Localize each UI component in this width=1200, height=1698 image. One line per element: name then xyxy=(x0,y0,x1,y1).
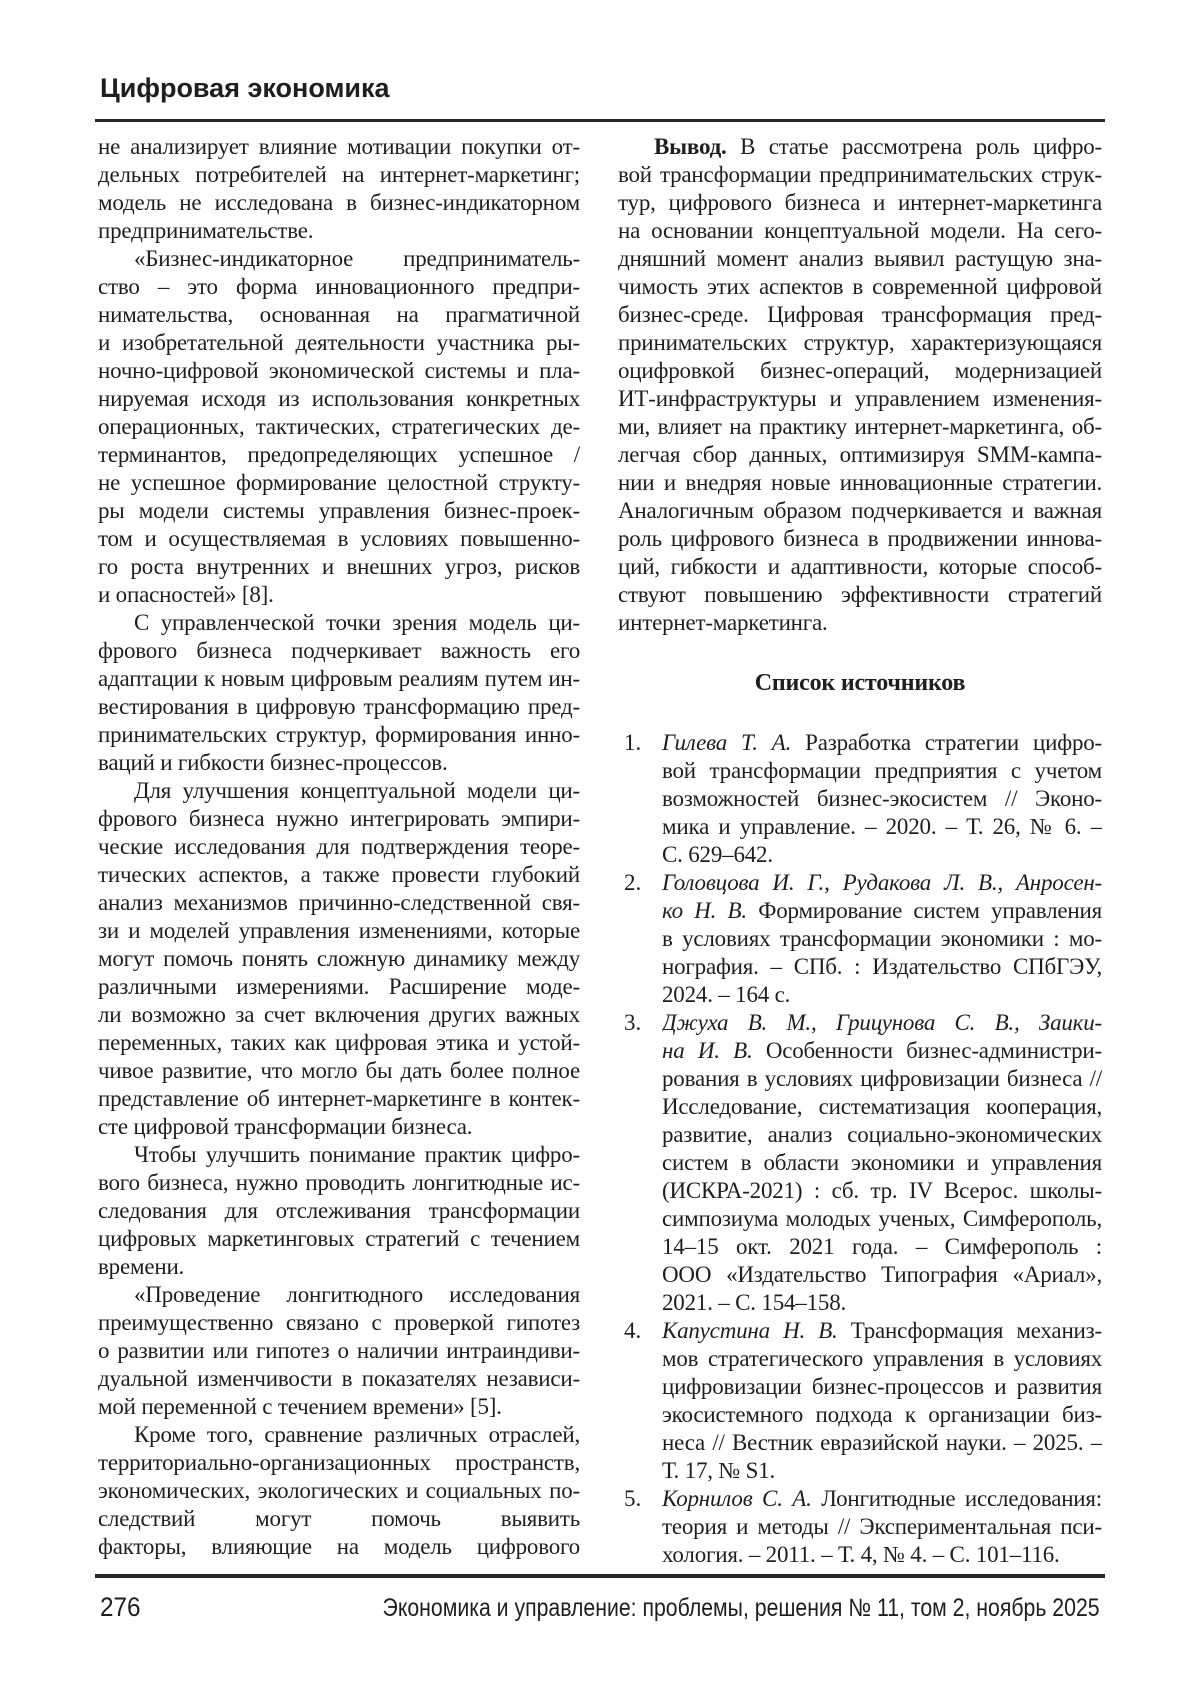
text-line: на И. В. Особенности бизнес-администри- xyxy=(662,1038,1102,1063)
text-line: нируемая исходя из использования конкретных xyxy=(98,386,580,411)
text-line: «Бизнес-индикаторное предприниматель- xyxy=(134,246,580,271)
text-line: Гилева Т. А. Разработка стратегии цифро- xyxy=(662,730,1102,755)
text-line: том и осуществляемая в условиях повышенно- xyxy=(98,526,580,551)
text-line: тических аспектов, а также провести глубокий xyxy=(98,862,580,887)
text-line: возможностей бизнес-экосистем // Эконо- xyxy=(662,786,1102,811)
text-line: фрового бизнеса подчеркивает важность его xyxy=(98,638,580,663)
text-line: адаптации к новым цифровым реалиям путем ин- xyxy=(98,666,580,691)
text-line: вой трансформации предприятия с учетом xyxy=(662,758,1102,783)
text-line: Чтобы улучшить понимание практик цифро- xyxy=(134,1142,580,1167)
text-line: 2024. – 164 с. xyxy=(662,982,791,1007)
header-rule xyxy=(95,119,1105,122)
text-line: различными измерениями. Расширение моде- xyxy=(98,974,580,999)
paragraph xyxy=(98,609,580,777)
text-line: Кроме того, сравнение различных отраслей, xyxy=(134,1422,580,1447)
reference-item xyxy=(618,1485,1102,1569)
text-line: тур, цифрового бизнеса и интернет-маркетинга xyxy=(618,190,1102,215)
footer-rule xyxy=(95,1574,1105,1578)
text-line: модель не исследована в бизнес-индикаторном xyxy=(98,190,580,215)
text-line: преимущественно связано с проверкой гипотез xyxy=(98,1310,580,1335)
reference-item xyxy=(618,869,1102,1009)
text-line: оцифровкой бизнес-операций, модернизацией xyxy=(618,358,1102,383)
text-line: вого бизнеса, нужно проводить лонгитюдные ис- xyxy=(98,1170,580,1195)
text-line: Т. 17, № S1. xyxy=(662,1458,776,1483)
page-footer xyxy=(100,1591,1100,1624)
text-line: ствуют повышению эффективности стратегий xyxy=(618,582,1102,607)
text-line: не успешное формирование целостной структу- xyxy=(98,470,580,495)
text-line: Аналогичным образом подчеркивается и важная xyxy=(618,498,1102,523)
text-line: следования для отслеживания трансформации xyxy=(98,1198,580,1223)
text-line: ли возможно за счет включения других важных xyxy=(98,1002,580,1027)
text-line: нография. – СПб. : Издательство СПбГЭУ, xyxy=(662,954,1102,979)
section-title: Цифровая экономика xyxy=(100,73,390,103)
text-line: Капустина Н. В. Трансформация механиз- xyxy=(662,1318,1102,1343)
text-line: экономических, экологических и социальных по- xyxy=(98,1478,580,1503)
text-line: систем в области экономики и управления xyxy=(662,1150,1102,1175)
text-line: нии и внедряя новые инновационные стратегии. xyxy=(618,470,1102,495)
paragraph xyxy=(98,1421,580,1561)
text-line: ры модели системы управления бизнес-проек- xyxy=(98,498,580,523)
text-line: факторы, влияющие на модель цифрового xyxy=(98,1534,580,1559)
text-line: легчая сбор данных, оптимизируя SMM-кампа- xyxy=(618,442,1102,467)
text-line: цифровизации бизнес-процессов и развития xyxy=(662,1374,1102,1399)
text-line: в условиях трансформации экономики : мо- xyxy=(662,926,1102,951)
text-line: территориально-организационных пространств, xyxy=(98,1450,580,1475)
text-line: теория и методы // Экспериментальная пси- xyxy=(662,1514,1102,1539)
text-line: «Проведение лонгитюдного исследования xyxy=(134,1282,580,1307)
text-line: вестирования в цифровую трансформацию пред- xyxy=(98,694,580,719)
text-line: терминантов, предопределяющих успешное / xyxy=(98,442,580,467)
text-line: дняшний момент анализ выявил растущую зна- xyxy=(618,246,1102,271)
text-line: ночно-цифровой экономической системы и пла- xyxy=(98,358,580,383)
text-line: 2021. – С. 154–158. xyxy=(662,1290,847,1315)
text-line: могут помочь понять сложную динамику между xyxy=(98,946,580,971)
text-line: ческие исследования для подтверждения теоре- xyxy=(98,834,580,859)
text-line: зи и моделей управления изменениями, которые xyxy=(98,918,580,943)
text-line: неса // Вестник евразийской науки. – 2025. – xyxy=(662,1430,1102,1455)
text-line: дельных потребителей на интернет-маркетинг; xyxy=(98,162,580,187)
text-line: симпозиума молодых ученых, Симферополь, xyxy=(662,1206,1102,1231)
text-line: времени. xyxy=(98,1254,185,1279)
reference-item xyxy=(618,1317,1102,1485)
text-line: цифровых маркетинговых стратегий с течением xyxy=(98,1226,580,1251)
paragraph xyxy=(98,1141,580,1281)
text-line: анализ механизмов причинно-следственной свя- xyxy=(98,890,580,915)
journal-footer-line: Экономика и управление: проблемы, решения № 11, том 2, ноябрь 2025 xyxy=(382,1594,1100,1622)
text-line: переменных, таких как цифровая этика и устой- xyxy=(98,1030,580,1055)
reference-number: 5. xyxy=(624,1486,642,1511)
references-list xyxy=(618,729,1102,1569)
conclusion-section xyxy=(618,133,1102,637)
text-line: ство – это форма инновационного предпри- xyxy=(98,274,580,299)
text-line: роль цифрового бизнеса в продвижении иннова- xyxy=(618,526,1102,551)
text-line: С. 629–642. xyxy=(662,842,773,867)
text-line: ИТ-инфраструктуры и управлением изменения- xyxy=(618,386,1102,411)
reference-item xyxy=(618,1009,1102,1317)
text-line: мой переменной с течением времени» [5]. xyxy=(98,1394,502,1419)
paragraph xyxy=(98,245,580,609)
text-line: бизнес-среде. Цифровая трансформация пред- xyxy=(618,302,1102,327)
text-line: С управленческой точки зрения модель ци- xyxy=(134,610,580,635)
text-line: сте цифровой трансформации бизнеса. xyxy=(98,1114,473,1139)
text-line: мов стратегического управления в условиях xyxy=(662,1346,1102,1371)
text-line: 14–15 окт. 2021 года. – Симферополь : xyxy=(662,1234,1102,1259)
text-line: вой трансформации предпринимательских струк- xyxy=(618,162,1102,187)
paragraph xyxy=(618,133,1102,637)
text-line: принимательских структур, характеризующаяся xyxy=(618,330,1102,355)
text-line: не анализирует влияние мотивации покупки от- xyxy=(98,134,580,159)
text-line: мика и управление. – 2020. – Т. 26, № 6. – xyxy=(662,814,1102,839)
text-line: (ИСКРА-2021) : сб. тр. IV Всерос. школы- xyxy=(662,1178,1102,1203)
text-line: ми, влияет на практику интернет-маркетинга, об- xyxy=(618,414,1102,439)
text-line: ваций и гибкости бизнес-процессов. xyxy=(98,750,448,775)
text-line: предпринимательстве. xyxy=(98,218,314,243)
text-line: операционных, тактических, стратегических де- xyxy=(98,414,580,439)
text-line: фрового бизнеса нужно интегрировать эмпири- xyxy=(98,806,580,831)
reference-item xyxy=(618,729,1102,869)
text-line: го роста внутренних и внешних угроз, рисков xyxy=(98,554,580,579)
reference-number: 1. xyxy=(624,730,642,755)
text-line: экосистемного подхода к организации биз- xyxy=(662,1402,1102,1427)
text-line: ко Н. В. Формирование систем управления xyxy=(662,898,1102,923)
paragraph xyxy=(98,777,580,1141)
paragraph xyxy=(98,1281,580,1421)
text-line: чимость этих аспектов в современной цифровой xyxy=(618,274,1102,299)
text-line: хология. – 2011. – Т. 4, № 4. – С. 101–116. xyxy=(662,1542,1060,1567)
text-line: Головцова И. Г., Рудакова Л. В., Анросен- xyxy=(662,870,1102,895)
text-line: на основании концептуальной модели. На сего- xyxy=(618,218,1102,243)
text-line: рования в условиях цифровизации бизнеса // xyxy=(662,1066,1102,1091)
text-line: Корнилов С. А. Лонгитюдные исследования: xyxy=(662,1486,1102,1511)
right-column xyxy=(618,133,1102,1569)
text-line: принимательских структур, формирования инно- xyxy=(98,722,580,747)
reference-number: 3. xyxy=(624,1010,642,1035)
text-line: и изобретательной деятельности участника ры- xyxy=(98,330,580,355)
text-line: Исследование, систематизация кооперация, xyxy=(662,1094,1102,1119)
references-heading: Список источников xyxy=(754,670,966,696)
text-line: Джуха В. М., Грицунова С. В., Заики- xyxy=(662,1010,1102,1035)
text-line: Вывод. В статье рассмотрена роль цифро- xyxy=(654,134,1102,159)
text-line: представление об интернет-маркетинге в контек- xyxy=(98,1086,580,1111)
text-line: Для улучшения концептуальной модели ци- xyxy=(134,778,580,803)
text-line: чивое развитие, что могло бы дать более полное xyxy=(98,1058,580,1083)
text-line: развитие, анализ социально-экономических xyxy=(662,1122,1102,1147)
text-line: ций, гибкости и адаптивности, которые способ- xyxy=(618,554,1102,579)
page-number: 276 xyxy=(100,1592,141,1622)
reference-number: 2. xyxy=(624,870,642,895)
text-line: о развитии или гипотез о наличии интраиндиви- xyxy=(98,1338,580,1363)
text-line: дуальной изменчивости в показателях независи- xyxy=(98,1366,580,1391)
reference-number: 4. xyxy=(624,1318,642,1343)
text-line: интернет-маркетинга. xyxy=(618,610,828,635)
text-line: и опасностей» [8]. xyxy=(98,582,274,607)
text-line: следствий могут помочь выявить xyxy=(98,1506,580,1531)
text-line: нимательства, основанная на прагматичной xyxy=(98,302,580,327)
left-column xyxy=(98,133,580,1569)
text-line: ООО «Издательство Типография «Ариал», xyxy=(662,1262,1102,1287)
body-columns xyxy=(98,133,1102,1569)
paragraph xyxy=(98,133,580,245)
